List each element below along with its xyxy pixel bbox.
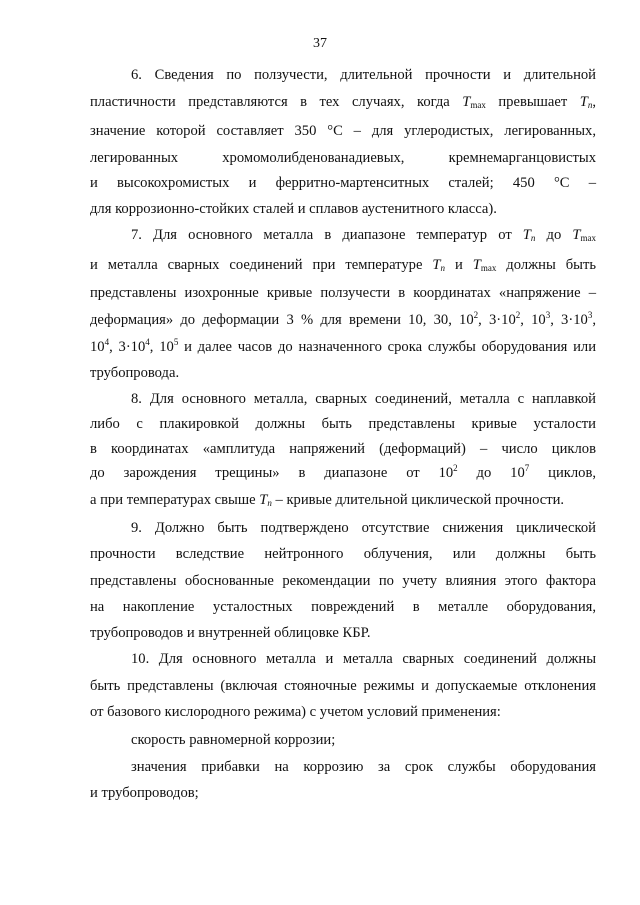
text-line: быть представлены (включая стояночные режимы и допускаемые отклонения xyxy=(90,678,596,694)
superscript: 5 xyxy=(173,337,179,347)
text-line: представлены изохронные кривые ползучести в координатах «напряжение – xyxy=(90,285,596,301)
text-line: трубопровода. xyxy=(90,365,180,381)
text-line: 7. Для основного металла в диапазоне температур от $T_п$ до $T_{max}$ xyxy=(131,227,596,243)
superscript: 2 xyxy=(473,310,479,320)
text-line: в координатах «амплитуда напряжений (деформаций) – число циклов xyxy=(90,441,596,457)
text-line: либо с плакировкой должны быть представлены кривые усталости xyxy=(90,416,596,432)
text-line: 9. Должно быть подтверждено отсутствие снижения циклической xyxy=(131,520,596,536)
superscript: 3 xyxy=(587,310,593,320)
text-line: трубопроводов и внутренней облицовке КБР. xyxy=(90,625,371,641)
text-line: и металла сварных соединений при температуре $T_п$ и $T_{max}$ должны быть xyxy=(90,257,597,273)
text-line: 10. Для основного металла и металла сварных соединений должны xyxy=(131,651,596,667)
text-line: на накопление усталостных повреждений в металле оборудования, xyxy=(90,599,596,615)
superscript: 7 xyxy=(524,463,530,473)
text-line: скорость равномерной коррозии; xyxy=(131,732,336,748)
symbol-t-max: $T_{max}$ xyxy=(572,227,596,243)
symbol-t-p: $T_п$ xyxy=(259,492,272,508)
symbol-t-p: $T_п$ xyxy=(522,227,536,243)
text-line: значение которой составляет 350 °C – для углеродистых, легированных, xyxy=(90,123,596,139)
symbol-t-p: $T_п$ xyxy=(432,257,446,273)
text-line: и трубопроводов; xyxy=(90,785,199,801)
symbol-t-max: $T_{max}$ xyxy=(472,257,497,273)
text-line: значения прибавки на коррозию за срок службы оборудования xyxy=(131,759,596,775)
text-line: 8. Для основного металла, сварных соединений, металла с наплавкой xyxy=(131,391,596,407)
text-line: деформация» до деформации 3 % для времени 10, 30, $10^2$, $3\cdot 10^2$, $10^3$, $3\cdot 10^3$, xyxy=(90,310,596,328)
page-number: 37 xyxy=(313,36,327,51)
superscript: 2 xyxy=(515,310,521,320)
superscript: 4 xyxy=(104,337,110,347)
superscript: 2 xyxy=(453,463,458,473)
symbol-t-max: $T_{max}$ xyxy=(462,94,486,110)
text-line: представлены обоснованные рекомендации по учету влияния этого фактора xyxy=(90,573,596,589)
superscript: 3 xyxy=(545,310,551,320)
text-line: и высокохромистых и ферритно-мартенситных сталей; 450 °C – xyxy=(90,175,596,191)
symbol-t-p: $T_п$ xyxy=(579,94,593,110)
text-line: пластичности представляются в тех случаях, когда $T_{max}$ превышает $T_п$, xyxy=(90,94,596,110)
text-line: прочности вследствие нейтронного облучения, или должны быть xyxy=(90,546,596,562)
text-line: для коррозионно-стойких сталей и сплавов аустенитного класса). xyxy=(90,201,497,217)
text-line: $10^4$, $3\cdot 10^4$, $10^5$ и далее часов до назначенного срока службы оборудования или xyxy=(90,337,597,355)
text-line: 6. Сведения по ползучести, длительной прочности и длительной xyxy=(131,67,596,83)
text-line: до зарождения трещины» в диапазоне от $10^2$ до $10^7$ циклов, xyxy=(90,463,596,481)
superscript: 4 xyxy=(145,337,150,347)
text-line: легированных хромомолибденованадиевых, кремнемарганцовистых xyxy=(90,150,596,166)
text-line: а при температурах свыше $T_п$ – кривые длительной циклической прочности. xyxy=(90,492,565,508)
text-line: от базового кислородного режима) с учетом условий применения: xyxy=(90,704,501,720)
